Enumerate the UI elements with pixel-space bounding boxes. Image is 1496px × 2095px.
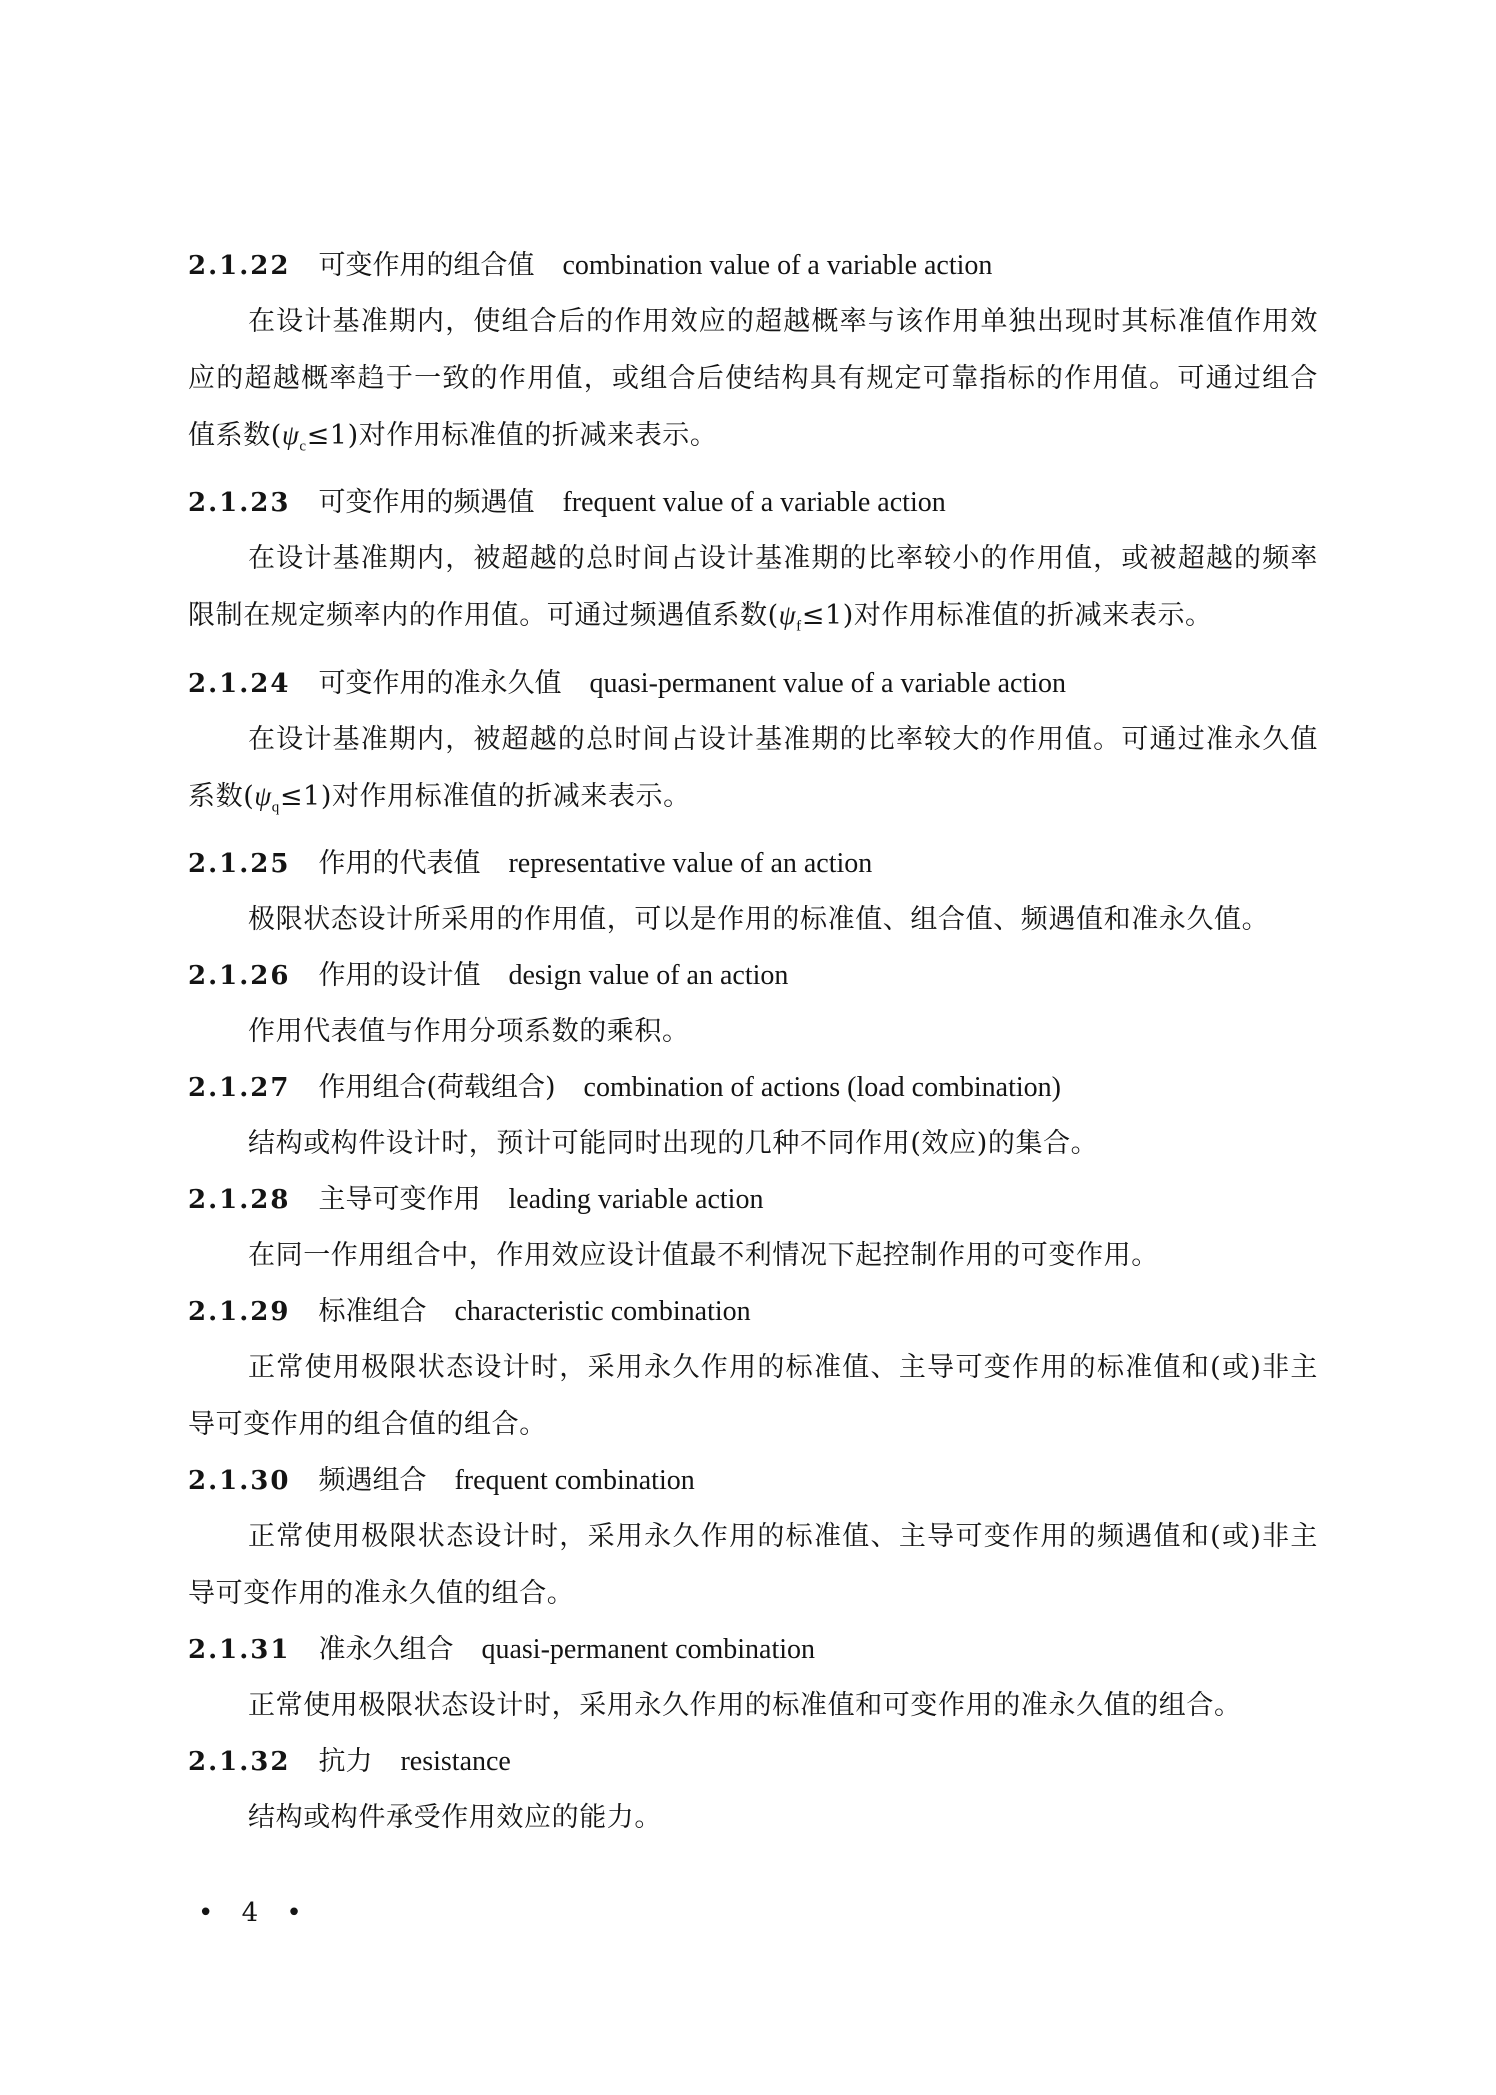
definition-text-after: ≤1)对作用标准值的折减来表示。: [801, 600, 1213, 632]
term-chinese: 标准组合: [318, 1296, 427, 1328]
term-definition: 在同一作用组合中，作用效应设计值最不利情况下起控制作用的可变作用。: [248, 1240, 1159, 1272]
term-chinese: 可变作用的频遇值: [318, 487, 535, 519]
term-number: 2.1.22: [188, 251, 291, 281]
term-entry-2-1-23: [188, 475, 1318, 655]
term-definition: 极限状态设计所采用的作用值，可以是作用的标准值、组合值、频遇值和准永久值。: [248, 904, 1270, 936]
term-definition: 正常使用极限状态设计时，采用永久作用的标准值、主导可变作用的频遇值和(或)非主导可变作用的准永久值的组合。: [188, 1521, 1318, 1610]
term-number: 2.1.24: [188, 668, 291, 699]
term-heading: [188, 1284, 1318, 1339]
term-definition: 结构或构件设计时，预计可能同时出现的几种不同作用(效应)的集合。: [248, 1128, 1099, 1160]
term-english: combination value of a variable action: [562, 250, 993, 281]
term-number: 2.1.29: [188, 1297, 291, 1328]
term-number: 2.1.32: [188, 1747, 291, 1778]
term-english: design value of an action: [508, 960, 789, 992]
term-entry-2-1-25: [188, 836, 1318, 948]
term-chinese: 可变作用的组合值: [318, 250, 535, 281]
term-english: quasi-permanent combination: [481, 1634, 816, 1666]
term-heading: [188, 238, 1318, 293]
term-heading: [188, 1734, 1318, 1789]
term-entry-2-1-29: [188, 1284, 1318, 1453]
term-number: 2.1.28: [188, 1185, 291, 1216]
term-english: representative value of an action: [508, 848, 873, 880]
term-number: 2.1.25: [188, 849, 291, 880]
term-heading: [188, 475, 1318, 530]
term-number: 2.1.27: [188, 1073, 291, 1104]
term-heading: [188, 1622, 1318, 1677]
term-entry-2-1-32: [188, 1734, 1318, 1846]
term-heading: [188, 1172, 1318, 1227]
term-english: characteristic combination: [454, 1296, 751, 1328]
psi-symbol: $\psi_f$: [778, 600, 802, 635]
term-definition: [188, 530, 1318, 655]
term-number: 2.1.23: [188, 488, 291, 519]
term-chinese: 作用的代表值: [318, 848, 481, 880]
definition-text: 在设计基准期内，使组合后的作用效应的超越概率与该作用单独出现时其标准值作用效应的超越概率趋于一致的作用值，或组合后使结构具有规定可靠指标的作用值。可通过组合值系数(: [188, 306, 1318, 451]
term-english: leading variable action: [508, 1184, 764, 1216]
term-entry-2-1-27: [188, 1060, 1318, 1172]
term-heading: [188, 656, 1318, 711]
term-chinese: 作用的设计值: [318, 960, 481, 992]
definition-text: 在设计基准期内，被超越的总时间占设计基准期的比率较大的作用值。可通过准永久值系数(: [188, 723, 1318, 812]
term-heading: [188, 1453, 1318, 1508]
term-definition: 作用代表值与作用分项系数的乘积。: [248, 1016, 690, 1048]
term-number: 2.1.26: [188, 961, 291, 992]
psi-symbol: $\psi_c$: [281, 420, 307, 455]
term-heading: [188, 836, 1318, 891]
term-chinese: 抗力: [318, 1746, 373, 1778]
term-entry-2-1-24: [188, 656, 1318, 836]
term-heading: [188, 948, 1318, 1003]
psi-symbol: $\psi_q$: [254, 780, 280, 816]
term-entry-2-1-31: [188, 1622, 1318, 1734]
term-definition: 结构或构件承受作用效应的能力。: [248, 1802, 662, 1834]
page-number: • 4 •: [198, 1898, 312, 1928]
term-definition: [188, 293, 1318, 475]
term-english: frequent combination: [454, 1465, 695, 1497]
term-definition: 正常使用极限状态设计时，采用永久作用的标准值、主导可变作用的标准值和(或)非主导可变作用的组合值的组合。: [188, 1352, 1318, 1441]
term-entry-2-1-26: [188, 948, 1318, 1060]
term-entry-2-1-28: [188, 1172, 1318, 1284]
term-english: resistance: [400, 1746, 511, 1778]
term-english: frequent value of a variable action: [562, 487, 946, 519]
term-chinese: 可变作用的准永久值: [318, 667, 562, 699]
term-number: 2.1.30: [188, 1466, 291, 1497]
definition-text-after: ≤1)对作用标准值的折减来表示。: [279, 780, 691, 812]
term-number: 2.1.31: [188, 1635, 291, 1666]
term-chinese: 作用组合(荷载组合): [318, 1072, 556, 1104]
term-definition: [188, 711, 1318, 836]
terms-list: [188, 238, 1318, 1846]
term-entry-2-1-30: [188, 1453, 1318, 1622]
term-heading: [188, 1060, 1318, 1115]
term-english: quasi-permanent value of a variable action: [589, 667, 1067, 699]
term-chinese: 准永久组合: [318, 1634, 454, 1666]
definition-text: 在设计基准期内，被超越的总时间占设计基准期的比率较小的作用值，或被超越的频率限制在规定频率内的作用值。可通过频遇值系数(: [188, 543, 1318, 632]
term-chinese: 频遇组合: [318, 1465, 427, 1497]
term-chinese: 主导可变作用: [318, 1184, 481, 1216]
definition-text-after: ≤1)对作用标准值的折减来表示。: [306, 420, 718, 451]
term-entry-2-1-22: [188, 238, 1318, 475]
term-definition: 正常使用极限状态设计时，采用永久作用的标准值和可变作用的准永久值的组合。: [248, 1690, 1242, 1722]
term-english: combination of actions (load combination): [583, 1072, 1061, 1104]
